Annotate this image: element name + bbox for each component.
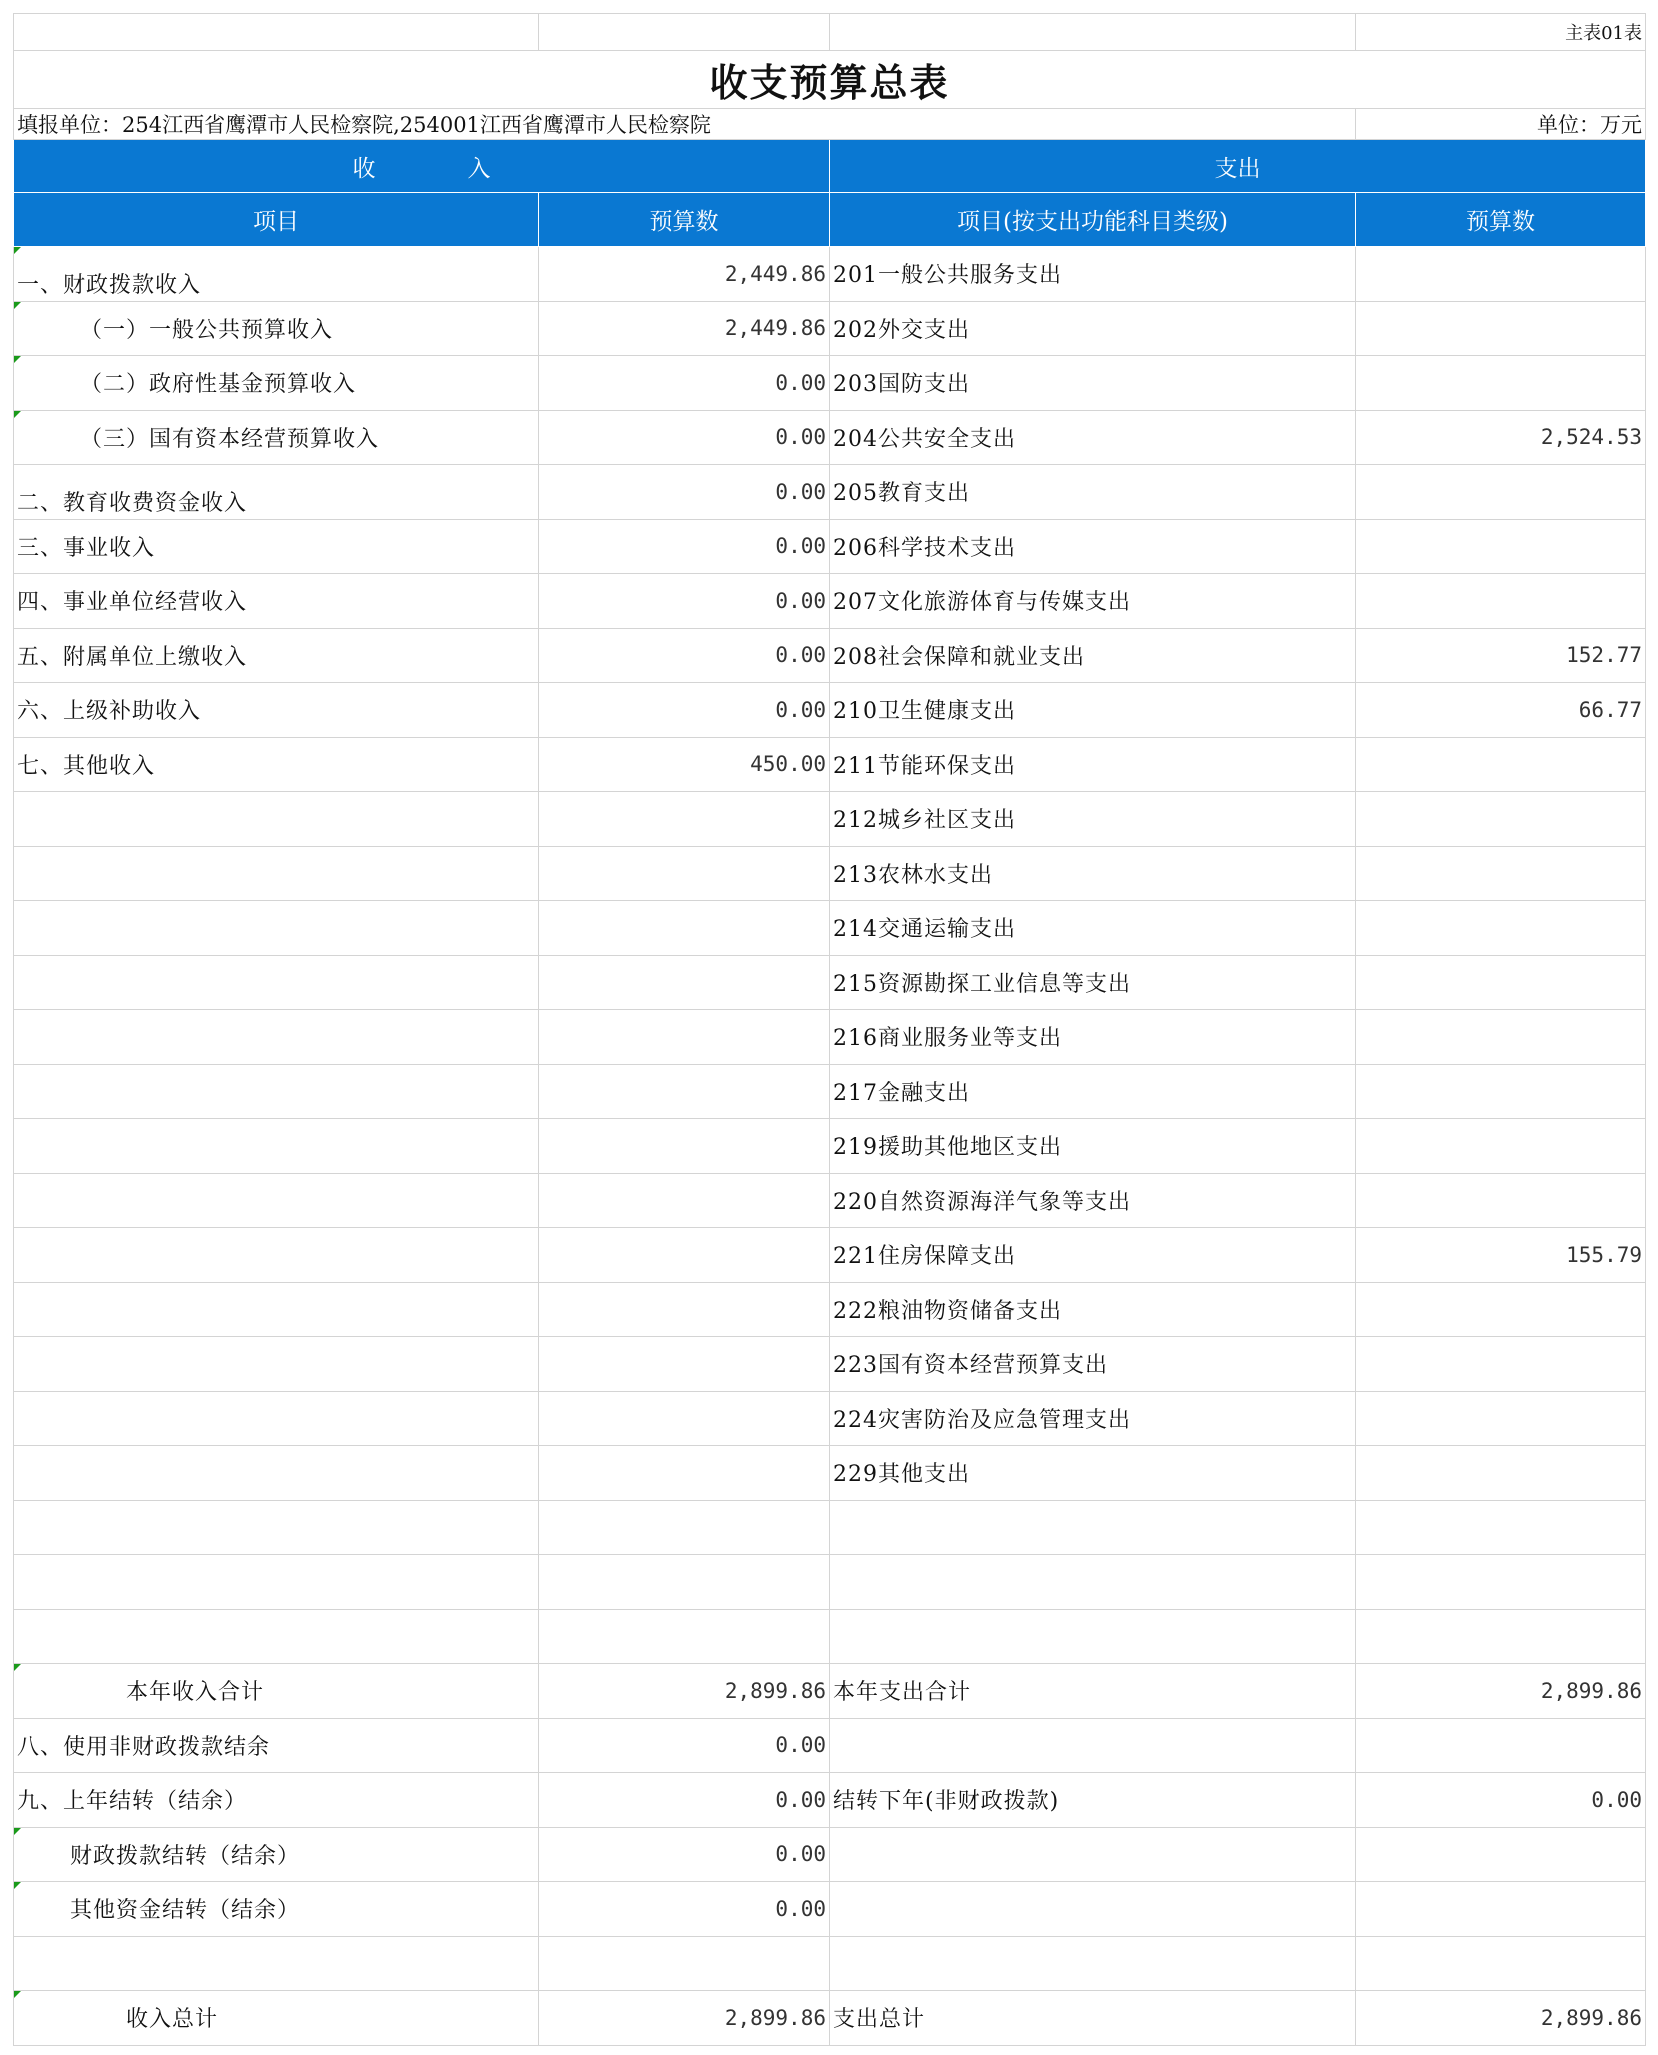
expense-item-cell: 本年支出合计: [830, 1664, 1356, 1719]
income-item-cell: 二、教育收费资金收入: [14, 465, 539, 520]
expense-item-cell: [830, 1718, 1356, 1773]
expense-item-cell: 224灾害防治及应急管理支出: [830, 1391, 1356, 1446]
income-item-cell: 八、使用非财政拨款结余: [14, 1718, 539, 1773]
income-item-cell: [14, 792, 539, 847]
expense-amount-cell: [1356, 1337, 1646, 1392]
expense-amount-cell: [1356, 1882, 1646, 1937]
expense-item-cell: 221住房保障支出: [830, 1228, 1356, 1283]
expense-item-cell: [830, 1827, 1356, 1882]
income-item-cell: [14, 1555, 539, 1610]
expense-amount-cell: [1356, 737, 1646, 792]
table-row: [14, 1173, 1646, 1228]
table-row: [14, 1500, 1646, 1555]
table-row: [14, 846, 1646, 901]
expense-amount-cell: 2,899.86: [1356, 1991, 1646, 2046]
expense-header: 支出: [830, 140, 1646, 193]
income-amount-cell: [539, 1010, 830, 1065]
income-amount-cell: 0.00: [539, 519, 830, 574]
income-item-cell: [14, 1391, 539, 1446]
income-item-cell: [14, 1064, 539, 1119]
income-item-cell: 一、财政拨款收入: [14, 247, 539, 302]
expense-item-cell: 220自然资源海洋气象等支出: [830, 1173, 1356, 1228]
expense-item-cell: 217金融支出: [830, 1064, 1356, 1119]
income-amount-cell: 0.00: [539, 574, 830, 629]
income-amount-cell: 0.00: [539, 1882, 830, 1937]
table-row: [14, 410, 1646, 465]
income-item-cell: [14, 1282, 539, 1337]
income-amount-cell: [539, 1119, 830, 1174]
expense-amount-cell: [1356, 1718, 1646, 1773]
income-amount-cell: [539, 1282, 830, 1337]
expense-amount-cell: [1356, 1282, 1646, 1337]
expense-amount-cell: 0.00: [1356, 1773, 1646, 1828]
income-item-cell: 四、事业单位经营收入: [14, 574, 539, 629]
income-item-cell: [14, 1173, 539, 1228]
income-amount-cell: 2,899.86: [539, 1991, 830, 2046]
expense-amount-cell: [1356, 1555, 1646, 1610]
income-item-cell: [14, 1337, 539, 1392]
expense-item-cell: 223国有资本经营预算支出: [830, 1337, 1356, 1392]
expense-amount-cell: [1356, 1446, 1646, 1501]
expense-item-cell: 215资源勘探工业信息等支出: [830, 955, 1356, 1010]
income-amount-cell: 0.00: [539, 410, 830, 465]
expense-item-cell: 206科学技术支出: [830, 519, 1356, 574]
income-amount-cell: [539, 846, 830, 901]
table-row: [14, 356, 1646, 411]
expense-amount-cell: [1356, 1119, 1646, 1174]
expense-item-cell: 229其他支出: [830, 1446, 1356, 1501]
expense-item-cell: 202外交支出: [830, 301, 1356, 356]
expense-item-cell: 210卫生健康支出: [830, 683, 1356, 738]
expense-item-cell: 结转下年(非财政拨款): [830, 1773, 1356, 1828]
income-item-cell: [14, 1609, 539, 1664]
table-row: [14, 1282, 1646, 1337]
table-row: [14, 1936, 1646, 1991]
income-amount-cell: 0.00: [539, 465, 830, 520]
table-row: [14, 1555, 1646, 1610]
income-amount-cell: 0.00: [539, 1827, 830, 1882]
income-amount-cell: [539, 1500, 830, 1555]
expense-item-cell: 支出总计: [830, 1991, 1356, 2046]
expense-amount-cell: [1356, 846, 1646, 901]
expense-item-header: 项目(按支出功能科目类级): [830, 193, 1356, 247]
income-item-cell: 其他资金结转（结余）: [14, 1882, 539, 1937]
table-row: [14, 1827, 1646, 1882]
expense-amount-cell: [1356, 301, 1646, 356]
unit-label: 单位：万元: [1356, 109, 1646, 140]
table-row: [14, 1064, 1646, 1119]
expense-amount-cell: 2,899.86: [1356, 1664, 1646, 1719]
income-item-cell: [14, 901, 539, 956]
expense-item-cell: 208社会保障和就业支出: [830, 628, 1356, 683]
expense-budget-header: 预算数: [1356, 193, 1646, 247]
expense-amount-cell: [1356, 356, 1646, 411]
table-row: [14, 1609, 1646, 1664]
expense-item-cell: 222粮油物资储备支出: [830, 1282, 1356, 1337]
table-row: [14, 792, 1646, 847]
expense-item-cell: [830, 1936, 1356, 1991]
expense-item-cell: 205教育支出: [830, 465, 1356, 520]
income-item-cell: [14, 1936, 539, 1991]
income-item-cell: [14, 1446, 539, 1501]
income-item-cell: 九、上年结转（结余）: [14, 1773, 539, 1828]
table-row: [14, 574, 1646, 629]
expense-amount-cell: [1356, 1500, 1646, 1555]
expense-item-cell: [830, 1555, 1356, 1610]
table-row: [14, 1664, 1646, 1719]
income-item-cell: [14, 846, 539, 901]
table-code: 主表01表: [1356, 14, 1646, 51]
income-item-cell: [14, 1119, 539, 1174]
table-row: [14, 683, 1646, 738]
income-amount-cell: [539, 1391, 830, 1446]
expense-item-cell: [830, 1500, 1356, 1555]
table-row: [14, 737, 1646, 792]
expense-item-cell: 204公共安全支出: [830, 410, 1356, 465]
income-item-cell: [14, 1228, 539, 1283]
expense-amount-cell: [1356, 519, 1646, 574]
expense-item-cell: 201一般公共服务支出: [830, 247, 1356, 302]
expense-amount-cell: [1356, 1609, 1646, 1664]
budget-summary-table: [13, 13, 1646, 2046]
table-row: [14, 519, 1646, 574]
income-amount-cell: [539, 1228, 830, 1283]
income-item-cell: 七、其他收入: [14, 737, 539, 792]
expense-item-cell: [830, 1882, 1356, 1937]
income-amount-cell: 2,449.86: [539, 247, 830, 302]
income-item-cell: 五、附属单位上缴收入: [14, 628, 539, 683]
table-row: [14, 1773, 1646, 1828]
table-row: [14, 901, 1646, 956]
expense-amount-cell: 152.77: [1356, 628, 1646, 683]
income-amount-cell: 450.00: [539, 737, 830, 792]
expense-amount-cell: [1356, 247, 1646, 302]
income-header: 收 入: [14, 140, 830, 193]
table-row: [14, 628, 1646, 683]
income-amount-cell: 0.00: [539, 1773, 830, 1828]
income-amount-cell: 0.00: [539, 356, 830, 411]
income-item-cell: （一）一般公共预算收入: [14, 301, 539, 356]
expense-amount-cell: [1356, 955, 1646, 1010]
table-row: [14, 465, 1646, 520]
income-amount-cell: 2,899.86: [539, 1664, 830, 1719]
table-row: [14, 1119, 1646, 1174]
income-amount-cell: [539, 955, 830, 1010]
table-row: [14, 1228, 1646, 1283]
expense-item-cell: 213农林水支出: [830, 846, 1356, 901]
expense-amount-cell: [1356, 574, 1646, 629]
income-item-cell: [14, 1010, 539, 1065]
expense-amount-cell: 66.77: [1356, 683, 1646, 738]
income-amount-cell: 0.00: [539, 628, 830, 683]
expense-item-cell: 214交通运输支出: [830, 901, 1356, 956]
income-item-header: 项目: [14, 193, 539, 247]
expense-item-cell: 211节能环保支出: [830, 737, 1356, 792]
income-amount-cell: [539, 1337, 830, 1392]
table-row: [14, 247, 1646, 302]
table-row: [14, 1882, 1646, 1937]
table-row: [14, 1010, 1646, 1065]
expense-amount-cell: 155.79: [1356, 1228, 1646, 1283]
expense-amount-cell: [1356, 1391, 1646, 1446]
expense-amount-cell: [1356, 1173, 1646, 1228]
income-amount-cell: [539, 1609, 830, 1664]
income-item-cell: （三）国有资本经营预算收入: [14, 410, 539, 465]
expense-amount-cell: [1356, 901, 1646, 956]
income-item-cell: 财政拨款结转（结余）: [14, 1827, 539, 1882]
income-item-cell: 六、上级补助收入: [14, 683, 539, 738]
expense-item-cell: [830, 1609, 1356, 1664]
table-row: [14, 1718, 1646, 1773]
expense-amount-cell: [1356, 1010, 1646, 1065]
expense-amount-cell: 2,524.53: [1356, 410, 1646, 465]
expense-item-cell: 212城乡社区支出: [830, 792, 1356, 847]
page-title: 收支预算总表: [14, 51, 1646, 109]
expense-item-cell: 207文化旅游体育与传媒支出: [830, 574, 1356, 629]
table-row: [14, 1391, 1646, 1446]
income-item-cell: 本年收入合计: [14, 1664, 539, 1719]
expense-amount-cell: [1356, 1064, 1646, 1119]
table-row: [14, 955, 1646, 1010]
income-item-cell: [14, 1500, 539, 1555]
expense-amount-cell: [1356, 1936, 1646, 1991]
income-amount-cell: [539, 1555, 830, 1610]
income-amount-cell: 0.00: [539, 683, 830, 738]
income-amount-cell: 2,449.86: [539, 301, 830, 356]
income-item-cell: 收入总计: [14, 1991, 539, 2046]
expense-item-cell: 216商业服务业等支出: [830, 1010, 1356, 1065]
expense-amount-cell: [1356, 465, 1646, 520]
income-amount-cell: [539, 1173, 830, 1228]
table-row: [14, 1337, 1646, 1392]
filler-unit: 填报单位：254江西省鹰潭市人民检察院,254001江西省鹰潭市人民检察院: [14, 109, 1356, 140]
income-item-cell: 三、事业收入: [14, 519, 539, 574]
expense-amount-cell: [1356, 792, 1646, 847]
table-row: [14, 1991, 1646, 2046]
expense-item-cell: 203国防支出: [830, 356, 1356, 411]
table-row: [14, 1446, 1646, 1501]
income-amount-cell: 0.00: [539, 1718, 830, 1773]
table-row: [14, 301, 1646, 356]
expense-amount-cell: [1356, 1827, 1646, 1882]
income-amount-cell: [539, 901, 830, 956]
expense-item-cell: 219援助其他地区支出: [830, 1119, 1356, 1174]
income-item-cell: （二）政府性基金预算收入: [14, 356, 539, 411]
income-amount-cell: [539, 1064, 830, 1119]
income-amount-cell: [539, 1936, 830, 1991]
income-item-cell: [14, 955, 539, 1010]
income-amount-cell: [539, 792, 830, 847]
income-amount-cell: [539, 1446, 830, 1501]
income-budget-header: 预算数: [539, 193, 830, 247]
